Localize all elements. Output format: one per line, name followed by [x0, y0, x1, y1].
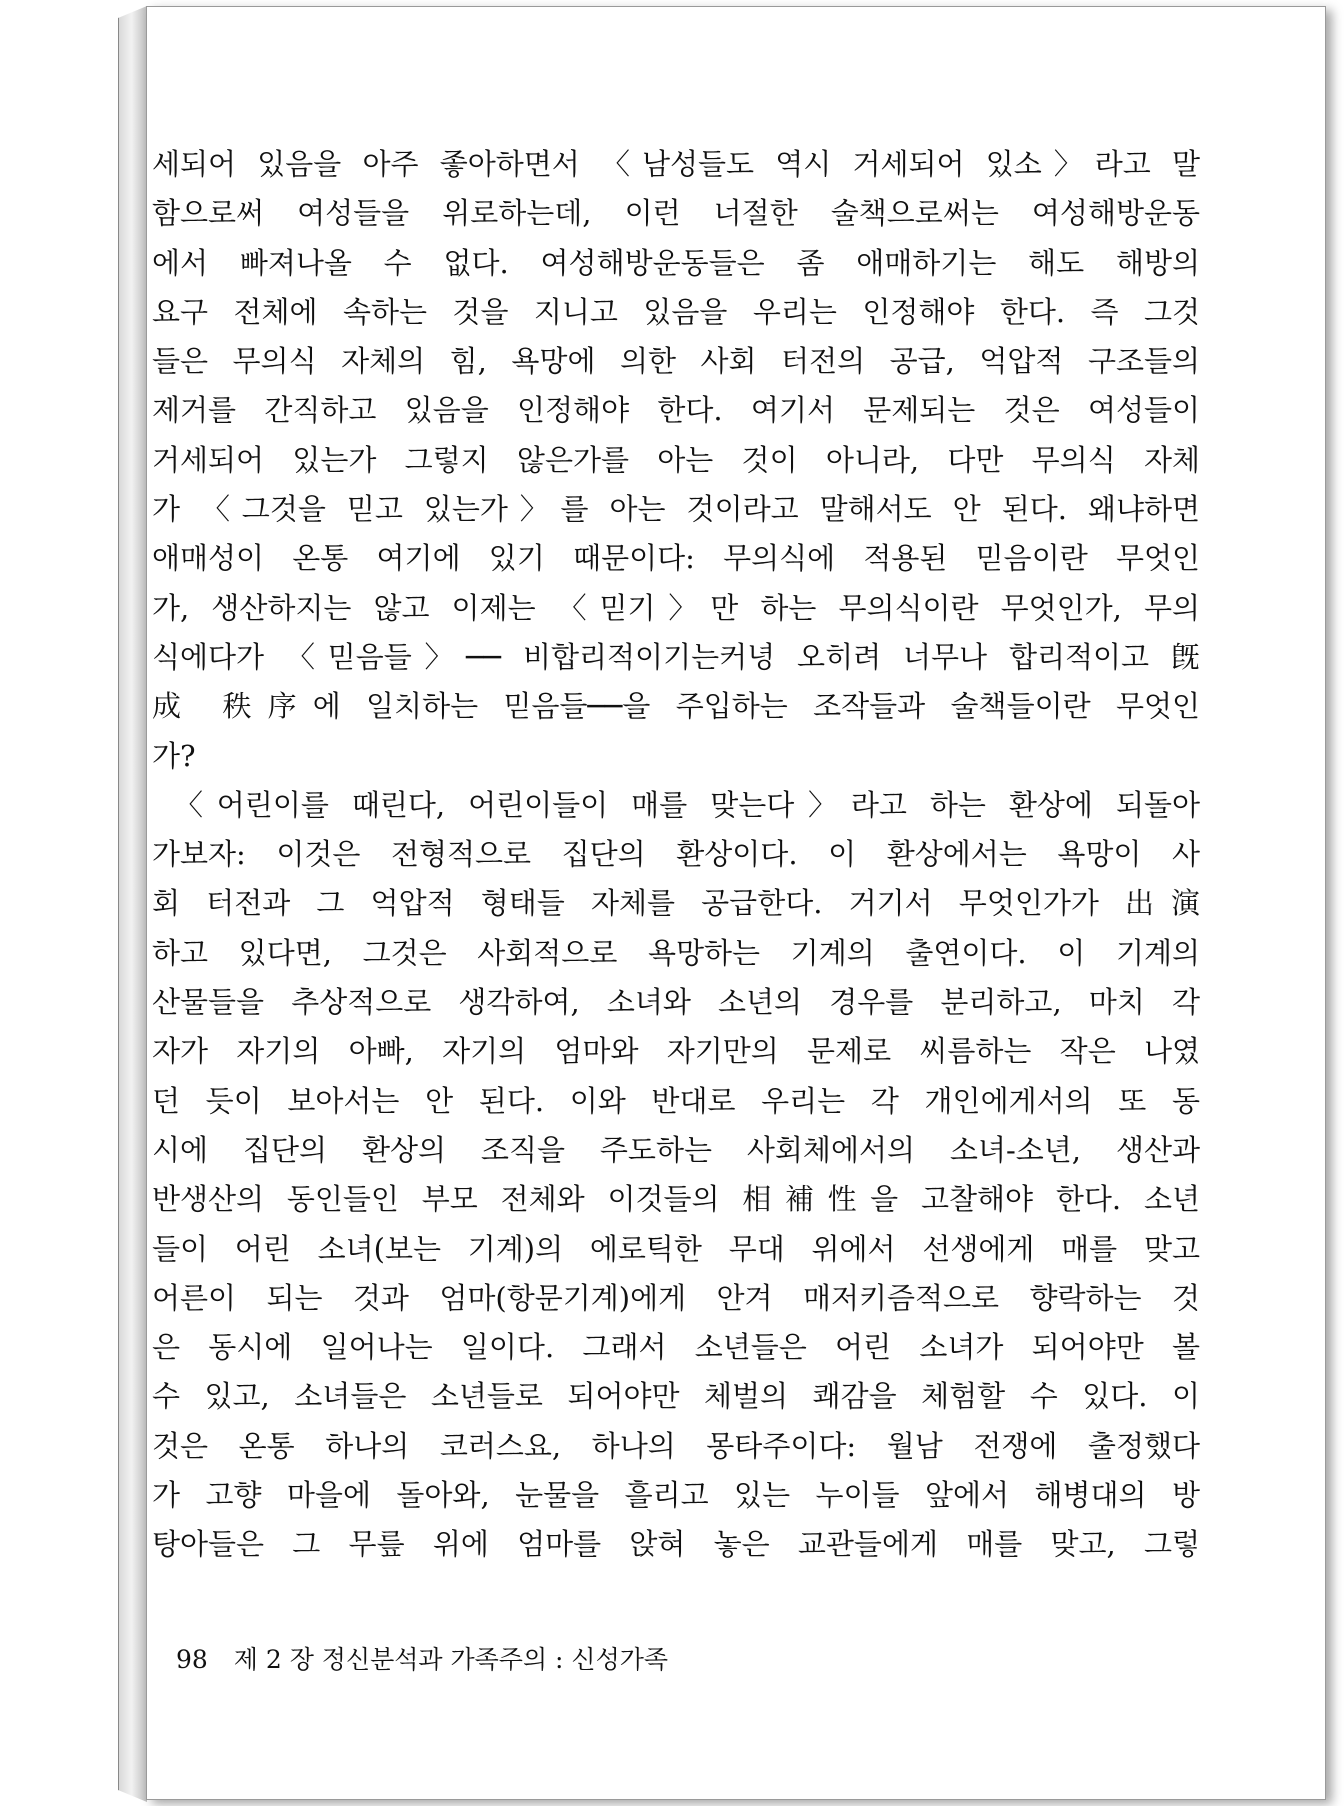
text-line: 세되어 있음을 아주 좋아하면서 〈남성들도 역시 거세되어 있소〉라고 말: [152, 147, 1200, 181]
text-line: 던 듯이 보아서는 안 된다. 이와 반대로 우리는 각 개인에게서의 또 동: [152, 1083, 1200, 1118]
text-line: 제거를 간직하고 있음을 인정해야 한다. 여기서 문제되는 것은 여성들이: [152, 393, 1200, 428]
text-line: 은 동시에 일어나는 일이다. 그래서 소년들은 어린 소녀가 되어야만 볼: [152, 1330, 1200, 1365]
text-line: 거세되어 있는가 그렇지 않은가를 아는 것이 아니라, 다만 무의식 자체: [152, 442, 1200, 477]
text-line: 가 〈그것을 믿고 있는가〉를 아는 것이라고 말해서도 안 된다. 왜냐하면: [152, 492, 1200, 527]
text-line: 에서 빠져나올 수 없다. 여성해방운동들은 좀 애매하기는 해도 해방의: [152, 245, 1200, 280]
text-line: 가보자: 이것은 전형적으로 집단의 환상이다. 이 환상에서는 욕망이 사: [152, 837, 1200, 872]
text-line: 하고 있다면, 그것은 사회적으로 욕망하는 기계의 출연이다. 이 기계의: [152, 935, 1200, 970]
running-head: 제 2 장 정신분석과 가족주의 : 신성가족: [233, 1645, 669, 1674]
text-line: 가?: [152, 738, 196, 773]
text-line: 회 터전과 그 억압적 형태들 자체를 공급한다. 거기서 무엇인가가 出演: [152, 886, 1200, 921]
text-line: 들이 어린 소녀(보는 기계)의 에로틱한 무대 위에서 선생에게 매를 맞고: [152, 1231, 1200, 1266]
text-line: 산물들을 추상적으로 생각하여, 소녀와 소년의 경우를 분리하고, 마치 각: [152, 985, 1200, 1020]
text-line: 탕아들은 그 무릎 위에 엄마를 앉혀 놓은 교관들에게 매를 맞고, 그렇: [152, 1527, 1200, 1562]
text-line: 반생산의 동인들인 부모 전체와 이것들의 相補性을 고찰해야 한다. 소년: [152, 1182, 1200, 1217]
text-line: 자가 자기의 아빠, 자기의 엄마와 자기만의 문제로 씨름하는 작은 나였: [152, 1034, 1200, 1069]
text-line: 가 고향 마을에 돌아와, 눈물을 흘리고 있는 누이들 앞에서 해병대의 방: [152, 1478, 1200, 1513]
text-line: 함으로써 여성들을 위로하는데, 이런 너절한 술책으로써는 여성해방운동: [152, 196, 1200, 231]
text-line: 成 秩序에 일치하는 믿음들──을 주입하는 조작들과 술책들이란 무엇인: [152, 689, 1200, 724]
text-line: 것은 온통 하나의 코러스요, 하나의 몽타주이다: 월남 전쟁에 출정했다: [152, 1428, 1200, 1463]
text-line: 어른이 되는 것과 엄마(항문기계)에게 안겨 매저키즘적으로 향락하는 것: [152, 1280, 1200, 1315]
page-footer: [176, 1640, 668, 1676]
book-spine: [118, 6, 147, 1802]
text-line: 요구 전체에 속하는 것을 지니고 있음을 우리는 인정해야 한다. 즉 그것: [152, 294, 1200, 329]
text-line: 식에다가 〈믿음들〉── 비합리적이기는커녕 오히려 너무나 합리적이고 旣: [152, 639, 1200, 674]
paragraph-1: [152, 140, 1200, 781]
text-line: 들은 무의식 자체의 힘, 욕망에 의한 사회 터전의 공급, 억압적 구조들의: [152, 344, 1200, 379]
page-number: 98: [176, 1645, 208, 1674]
text-line: 가, 생산하지는 않고 이제는 〈믿기〉만 하는 무의식이란 무엇인가, 무의: [152, 590, 1200, 625]
text-line: 〈어린이를 때린다, 어린이들이 매를 맞는다〉라고 하는 환상에 되돌아: [174, 787, 1200, 822]
text-line: 시에 집단의 환상의 조직을 주도하는 사회체에서의 소녀-소년, 생산과: [152, 1132, 1200, 1167]
text-line: 수 있고, 소녀들은 소년들로 되어야만 체벌의 쾌감을 체험할 수 있다. 이: [152, 1379, 1200, 1414]
text-line: 애매성이 온통 여기에 있기 때문이다: 무의식에 적용된 믿음이란 무엇인: [152, 541, 1200, 576]
paragraph-2: [152, 781, 1200, 1570]
body-text: [152, 140, 1200, 1570]
